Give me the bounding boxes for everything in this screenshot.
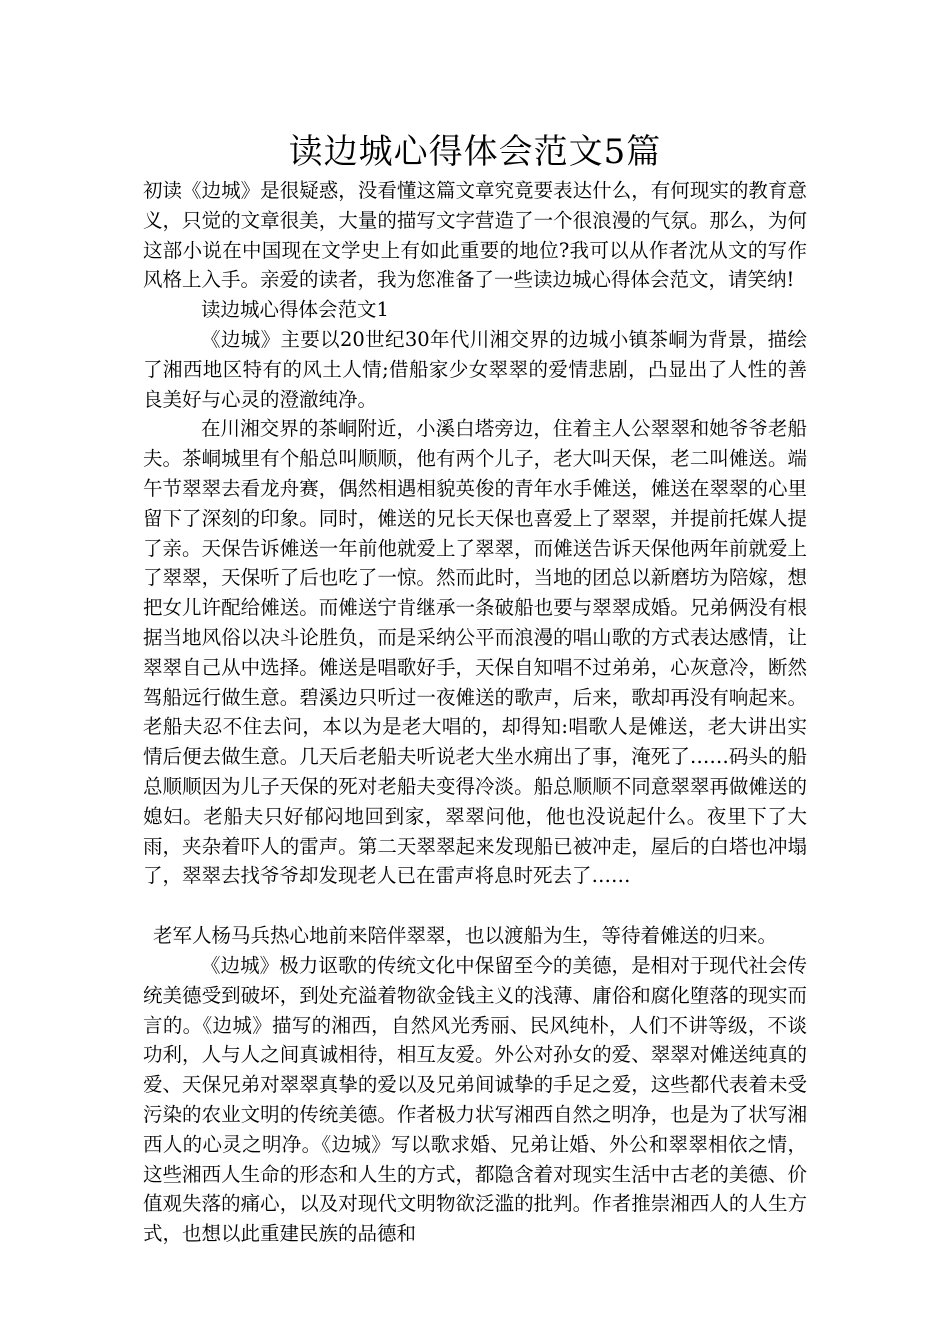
- body-paragraph-2: 在川湘交界的茶峒附近，小溪白塔旁边，住着主人公翠翠和她爷爷老船夫。茶峒城里有个船总叫顺顺，他有两个儿子，老大叫天保，老二叫傩送。端午节翠翠去看龙舟赛，偶然相遇相貌英俊的青年水手傩送，傩送在翠翠的心里留下了深刻的印象。同时，傩送的兄长天保也喜爱上了翠翠，并提前托媒人提了亲。天保告诉傩送一年前他就爱上了翠翠，而傩送告诉天保他两年前就爱上了翠翠，天保听了后也吃了一惊。然而此时，当地的团总以新磨坊为陪嫁，想把女儿许配给傩送。而傩送宁肯继承一条破船也要与翠翠成婚。兄弟俩没有根据当地风俗以决斗论胜负，而是采纳公平而浪漫的唱山歌的方式表达感情，让翠翠自己从中选择。傩送是唱歌好手，天保自知唱不过弟弟，心灰意冷，断然驾船远行做生意。碧溪边只听过一夜傩送的歌声，后来，歌却再没有响起来。老船夫忍不住去问，本以为是老大唱的，却得知:唱歌人是傩送，老大讲出实情后便去做生意。几天后老船夫听说老大坐水痈出了事，淹死了……码头的船总顺顺因为儿子天保的死对老船夫变得冷淡。船总顺顺不同意翠翠再做傩送的媳妇。老船夫只好郁闷地回到家，翠翠问他，他也没说起什么。夜里下了大雨，夹杂着吓人的雷声。第二天翠翠起来发现船已被冲走，屋后的白塔也冲塌了，翠翠去找爷爷却发现老人已在雷声将息时死去了……: [143, 417, 807, 888]
- document-page: [143, 128, 807, 1249]
- document-title: 读边城心得体会范文5篇: [288, 132, 662, 172]
- body-paragraph-3: 老军人杨马兵热心地前来陪伴翠翠，也以渡船为生，等待着傩送的归来。: [153, 924, 778, 948]
- section-heading: 读边城心得体会范文1: [201, 298, 389, 322]
- paragraph-gap: [143, 891, 807, 921]
- body-paragraph-1: 《边城》主要以20世纪30年代川湘交界的边城小镇茶峒为背景，描绘了湘西地区特有的风土人情;借船家少女翠翠的爱情悲剧，凸显出了人性的善良美好与心灵的澄澈纯净。: [143, 327, 807, 411]
- intro-paragraph: 初读《边城》是很疑惑，没看懂这篇文章究竟要表达什么，有何现实的教育意义，只觉的文章很美，大量的描写文字营造了一个很浪漫的气氛。那么，为何这部小说在中国现在文学史上有如此重要的地位?我可以从作者沈从文的写作风格上入手。亲爱的读者，我为您准备了一些读边城心得体会范文，请笑纳!: [143, 179, 807, 292]
- body-paragraph-4: 《边城》极力讴歌的传统文化中保留至今的美德，是相对于现代社会传统美德受到破坏，到处充溢着物欲金钱主义的浅薄、庸俗和腐化堕落的现实而言的。《边城》描写的湘西，自然风光秀丽、民风纯朴，人们不讲等级，不谈功利，人与人之间真诚相待，相互友爱。外公对孙女的爱、翠翠对傩送纯真的爱、天保兄弟对翠翠真挚的爱以及兄弟间诚挚的手足之爱，这些都代表着未受污染的农业文明的传统美德。作者极力状写湘西自然之明净，也是为了状写湘西人的心灵之明净。《边城》写以歌求婚、兄弟让婚、外公和翠翠相依之情，这些湘西人生命的形态和人生的方式，都隐含着对现实生活中古老的美德、价值观失落的痛心，以及对现代文明物欲泛滥的批判。作者推崇湘西人的人生方式，也想以此重建民族的品德和: [143, 953, 807, 1246]
